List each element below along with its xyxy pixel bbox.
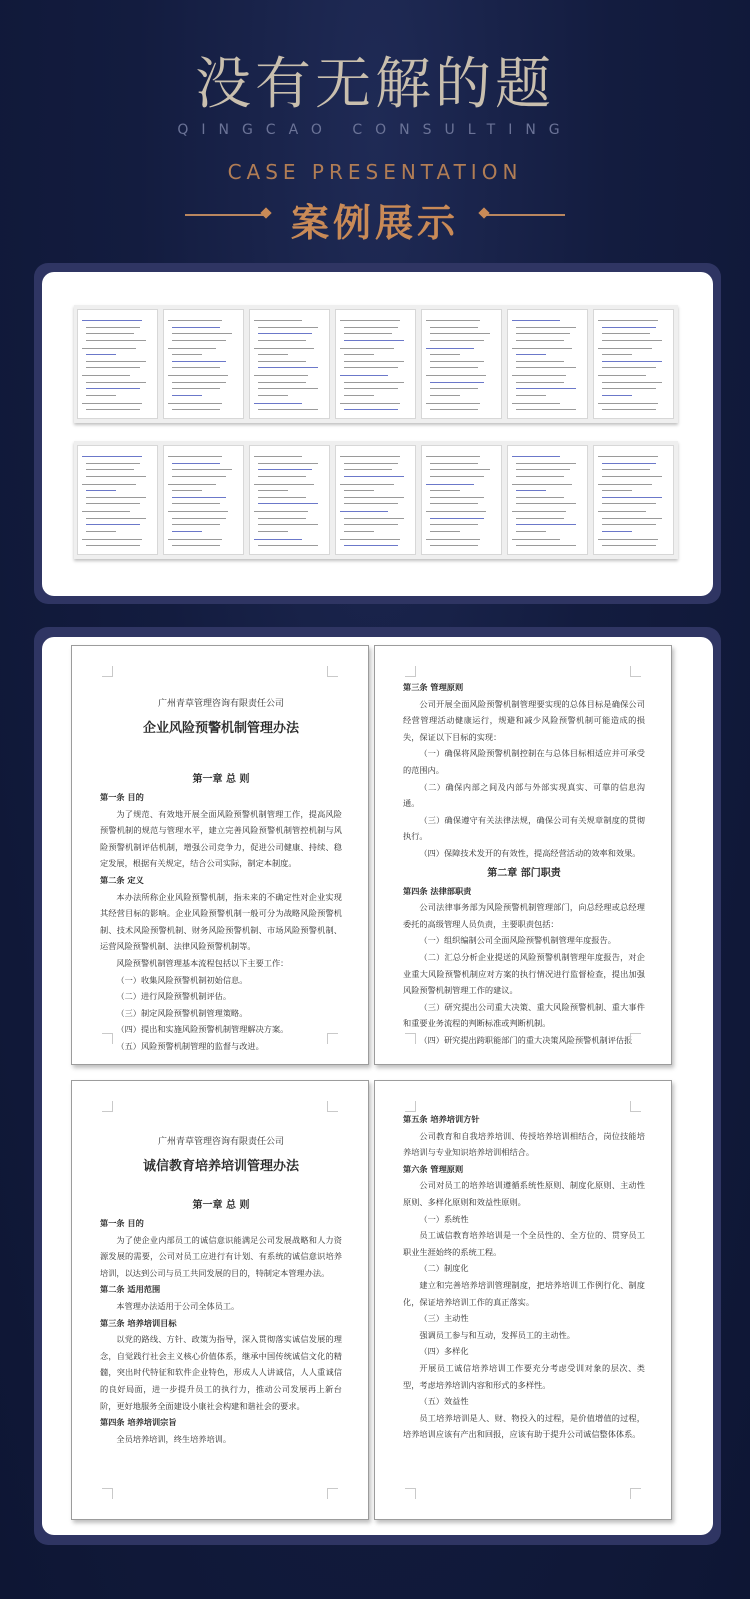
thumbnail-text-line	[258, 518, 306, 519]
thumbnail-text-line	[516, 367, 576, 368]
doc2-right-paragraph: 公司教育和自我培养培训、传授培养培训相结合，岗位技能培养培训与专业知识培养培训相结合。	[403, 1130, 645, 1158]
doc1-right-paragraph: 公司开展全面风险预警机制管理要实现的总体目标是确保公司经营管理活动健康运行，规避和减少风险预警机制可能造成的损失，保证以下目标的实现：	[403, 698, 645, 742]
page-corner-mark	[630, 1033, 641, 1044]
doc1-company: 广州青草管理咨询有限责任公司	[157, 699, 284, 709]
thumbnail-text-line	[82, 348, 136, 349]
doc2-page-2-content	[403, 1111, 645, 1443]
doc1-right-paragraph: （一）组织编制公司全面风险预警机制管理年度报告。	[419, 935, 616, 946]
thumbnail-text-line	[512, 348, 572, 349]
thumbnail-text-line	[172, 518, 226, 519]
thumbnail-text-line	[430, 409, 478, 410]
case-label-cn: 案例展示	[290, 201, 459, 245]
doc2-right-paragraph: 强调员工参与和互动，发挥员工的主动性。	[419, 1329, 575, 1340]
thumbnail-text-line	[344, 503, 398, 504]
thumbnail-text-line	[598, 456, 658, 457]
doc1-right-paragraph: （四）保障技术发开的有效性，提高经营活动的效率和效果。	[419, 847, 641, 858]
thumbnail-text-line	[344, 497, 404, 498]
document-thumbnail	[507, 445, 588, 555]
thumbnail-text-line	[512, 456, 560, 457]
thumbnail-text-line	[344, 340, 404, 341]
document-thumbnail	[163, 309, 244, 419]
thumbnail-text-line	[516, 463, 576, 464]
thumbnail-text-line	[258, 354, 288, 355]
thumbnail-text-line	[598, 348, 652, 349]
thumbnail-text-line	[516, 524, 576, 525]
doc1-page-1-content	[100, 696, 342, 1055]
doc2-page-1-content	[100, 1134, 342, 1447]
doc1-left-paragraph: （四）提出和实施风险预警机制管理解决方案。	[116, 1024, 289, 1035]
page-corner-mark	[102, 1033, 113, 1044]
thumbnail-text-line	[430, 524, 478, 525]
thumbnail-text-line	[516, 409, 576, 410]
thumbnail-text-line	[344, 469, 392, 470]
thumbnail-text-line	[82, 539, 142, 540]
thumbnail-text-line	[86, 409, 140, 410]
thumbnail-text-line	[340, 539, 400, 540]
thumbnail-text-line	[86, 469, 134, 470]
thumbnail-text-line	[86, 333, 134, 334]
case-label-en: CASE PRESENTATION	[227, 160, 523, 184]
thumbnail-text-line	[602, 518, 662, 519]
doc2-left-article-heading: 第三条 培养培训目标	[100, 1317, 177, 1328]
thumbnail-text-line	[340, 484, 394, 485]
thumbnail-text-line	[602, 354, 632, 355]
doc1-left-chapter-heading: 第一章 总 则	[192, 774, 250, 785]
doc1-left-paragraph: 为了规范、有效地开展全面风险预警机制管理工作，提高风险预警机制的规范与管理水平，建立完善风险预警机制管控机制与风险预警机制评估机制，增强公司竞争力，促进公司健康、持续、稳定发展，根据有关规定，结合公司实际，制定本制度。	[100, 808, 342, 869]
document-thumbnail	[77, 445, 158, 555]
thumbnail-strip-2	[74, 441, 678, 559]
page-corner-mark	[327, 1101, 338, 1112]
thumbnail-text-line	[430, 531, 460, 532]
thumbnail-text-line	[602, 545, 656, 546]
thumbnail-text-line	[172, 382, 226, 383]
thumbnail-text-line	[516, 354, 546, 355]
thumbnail-text-line	[172, 361, 226, 362]
thumbnail-text-line	[258, 367, 318, 368]
thumbnail-text-line	[344, 367, 398, 368]
thumbnail-text-line	[516, 327, 576, 328]
thumbnail-text-line	[82, 403, 142, 404]
thumbnail-text-line	[430, 327, 478, 328]
thumbnail-text-line	[344, 545, 398, 546]
thumbnail-text-line	[86, 545, 140, 546]
thumbnail-text-line	[340, 348, 394, 349]
thumbnail-text-line	[430, 497, 484, 498]
thumbnail-text-line	[172, 367, 220, 368]
thumbnail-text-line	[602, 340, 662, 341]
thumbnail-text-line	[168, 539, 222, 540]
thumbnail-text-line	[602, 490, 632, 491]
thumbnail-text-line	[344, 518, 404, 519]
thumbnail-text-line	[86, 361, 146, 362]
thumbnail-text-line	[602, 361, 662, 362]
thumbnail-text-line	[516, 545, 576, 546]
thumbnail-text-line	[86, 388, 140, 389]
thumbnail-text-line	[430, 463, 478, 464]
thumbnail-text-line	[598, 320, 658, 321]
doc2-left-article-heading: 第四条 培养培训宗旨	[100, 1417, 177, 1428]
thumbnail-text-line	[344, 476, 404, 477]
document-thumbnail	[249, 309, 330, 419]
thumbnail-text-line	[426, 375, 486, 376]
thumbnail-text-line	[254, 320, 302, 321]
doc1-right-article-heading: 第三条 管理原则	[403, 682, 464, 692]
thumbnail-text-line	[344, 361, 404, 362]
doc2-right-paragraph: （二）制度化	[419, 1263, 469, 1274]
thumbnail-text-line	[512, 403, 560, 404]
thumbnail-text-line	[344, 524, 398, 525]
page-corner-mark	[102, 1101, 113, 1112]
thumbnail-text-line	[426, 539, 480, 540]
page-corner-mark	[630, 1488, 641, 1499]
thumbnail-text-line	[254, 348, 314, 349]
thumbnail-text-line	[602, 409, 656, 410]
thumbnail-text-line	[86, 382, 146, 383]
thumbnail-text-line	[426, 320, 480, 321]
thumbnail-text-line	[344, 531, 374, 532]
thumbnail-text-line	[344, 463, 398, 464]
doc1-right-paragraph: （三）研究提出公司重大决策、重大风险预警机制、重大事件和重要业务流程的判断标准或判断机制。	[403, 1001, 645, 1029]
hero-title: 没有无解的题	[195, 52, 555, 117]
thumbnail-text-line	[516, 469, 570, 470]
thumbnail-text-line	[86, 531, 116, 532]
thumbnail-text-line	[258, 361, 306, 362]
doc1-left-paragraph: （二）进行风险预警机制评估。	[116, 991, 232, 1002]
doc1-right-paragraph: （二）汇总分析企业提送的风险预警机制管理年度报告，对企业重大风险预警机制应对方案的执行情况进行监督检查，提出加强风险预警机制管理工作的建议。	[403, 951, 645, 996]
thumbnail-text-line	[516, 503, 576, 504]
thumbnail-text-line	[86, 497, 146, 498]
document-thumbnail	[163, 445, 244, 555]
thumbnail-text-line	[172, 409, 220, 410]
thumbnail-text-line	[258, 531, 288, 532]
doc2-company: 广州青草管理咨询有限责任公司	[157, 1137, 284, 1147]
thumbnail-text-line	[602, 476, 662, 477]
thumbnail-text-line	[258, 524, 318, 525]
thumbnail-text-line	[86, 518, 146, 519]
thumbnail-text-line	[430, 382, 484, 383]
thumbnail-text-line	[344, 395, 374, 396]
thumbnail-text-line	[168, 403, 222, 404]
thumbnail-text-line	[598, 375, 646, 376]
document-thumbnail	[335, 445, 416, 555]
thumbnail-text-line	[430, 340, 484, 341]
thumbnail-text-line	[258, 395, 288, 396]
thumbnail-text-line	[430, 490, 460, 491]
thumbnail-text-line	[598, 539, 658, 540]
doc2-page-2	[374, 1080, 672, 1520]
page-corner-mark	[102, 666, 113, 677]
thumbnail-text-line	[172, 354, 202, 355]
thumbnail-text-line	[168, 511, 228, 512]
thumbnail-text-line	[426, 484, 474, 485]
doc1-title: 企业风险预警机制管理办法	[142, 721, 299, 736]
thumbnail-text-line	[172, 395, 202, 396]
thumbnail-text-line	[82, 511, 130, 512]
thumbnail-text-line	[172, 388, 220, 389]
thumbnail-text-line	[512, 539, 560, 540]
thumbnail-text-line	[82, 320, 142, 321]
doc2-right-paragraph: （三）主动性	[419, 1313, 469, 1324]
thumbnail-text-line	[430, 388, 478, 389]
thumbnail-text-line	[516, 388, 576, 389]
thumbnail-text-line	[172, 490, 202, 491]
thumbnail-text-line	[430, 545, 478, 546]
thumbnail-text-line	[512, 484, 572, 485]
left-divider-line	[185, 214, 265, 216]
thumbnail-text-line	[598, 511, 646, 512]
thumbnail-text-line	[82, 484, 136, 485]
thumbnail-text-line	[516, 531, 546, 532]
thumbnail-text-line	[602, 382, 662, 383]
thumbnail-text-line	[430, 354, 460, 355]
thumbnail-text-line	[168, 456, 222, 457]
thumbnail-text-line	[512, 511, 566, 512]
doc2-right-article-heading: 第五条 培养培训方针	[403, 1114, 480, 1124]
doc1-page-2-content	[403, 679, 645, 1048]
thumbnail-text-line	[344, 382, 404, 383]
thumbnail-text-line	[340, 403, 400, 404]
document-thumbnail	[421, 309, 502, 419]
page-corner-mark	[630, 666, 641, 677]
doc1-left-article-heading: 第一条 目的	[100, 792, 144, 802]
thumbnail-text-line	[430, 518, 484, 519]
page-corner-mark	[102, 1488, 113, 1499]
thumbnail-text-line	[86, 503, 140, 504]
thumbnail-text-line	[258, 497, 306, 498]
thumbnail-text-line	[516, 395, 546, 396]
doc1-right-article-heading: 第四条 法律部职责	[403, 885, 472, 896]
thumbnail-text-line	[258, 382, 306, 383]
thumbnail-text-line	[254, 403, 302, 404]
doc2-right-paragraph: 公司对员工的培养培训遵循系统性原则、制度化原则、主动性原则、多样化原则和效益性原则。	[403, 1180, 645, 1207]
page-corner-mark	[327, 1488, 338, 1499]
thumbnail-text-line	[430, 476, 484, 477]
doc1-right-chapter-heading: 第二章 部门职责	[487, 867, 561, 879]
thumbnail-text-line	[258, 463, 318, 464]
doc2-right-paragraph: 员工培养培训是人、财、物投入的过程，是价值增值的过程，培养培训应该有产出和回报，应该有助于提升公司诚信整体体系。	[403, 1412, 645, 1440]
page-corner-mark	[327, 1033, 338, 1044]
doc2-left-paragraph: 以党的路线、方针、政策为指导，深入贯彻落实诚信发展的理念，自觉践行社会主义核心价值体系，继承中国传统诚信文化的精髓，突出时代特征和软件企业特色，形成人人讲诚信，人人重诚信的良好局面，进一步提升员工的执行力，推动公司发展再上新台阶，更好地服务全面建设小康社会构建和谐社会的要求。	[100, 1334, 342, 1411]
thumbnail-text-line	[86, 327, 140, 328]
thumbnail-text-line	[602, 327, 656, 328]
page-corner-mark	[405, 1033, 416, 1044]
doc2-left-article-heading: 第二条 适用范围	[100, 1284, 161, 1295]
thumbnail-text-line	[258, 545, 318, 546]
document-thumbnail	[335, 309, 416, 419]
thumbnail-text-line	[430, 395, 460, 396]
doc2-right-article-heading: 第六条 管理原则	[403, 1163, 464, 1174]
thumbnail-text-line	[512, 320, 560, 321]
thumbnail-text-line	[168, 348, 216, 349]
doc2-left-paragraph: 全员培养培训，终生培养培训。	[116, 1433, 232, 1444]
thumbnail-text-line	[430, 469, 490, 470]
thumbnail-text-line	[258, 490, 288, 491]
thumbnail-text-line	[172, 463, 220, 464]
doc2-left-article-heading: 第一条 目的	[100, 1218, 144, 1228]
thumbnail-text-line	[172, 503, 220, 504]
thumbnail-text-line	[172, 476, 226, 477]
doc1-right-paragraph: （三）确保遵守有关法律法规，确保公司有关规章制度的贯彻执行。	[403, 814, 645, 842]
thumbnail-text-line	[258, 340, 306, 341]
doc2-title: 诚信教育培养培训管理办法	[142, 1159, 299, 1174]
thumbnail-text-line	[172, 469, 232, 470]
thumbnail-text-line	[172, 327, 220, 328]
doc2-left-paragraph: 本管理办法适用于公司全体员工。	[116, 1300, 240, 1311]
thumbnail-text-line	[602, 503, 656, 504]
thumbnail-text-line	[340, 375, 388, 376]
thumbnail-text-line	[516, 382, 564, 383]
thumbnail-text-line	[254, 484, 314, 485]
page-corner-mark	[405, 666, 416, 677]
thumbnail-text-line	[426, 403, 480, 404]
document-thumbnail	[77, 309, 158, 419]
doc1-left-article-heading: 第二条 定义	[100, 874, 144, 885]
thumbnail-text-line	[602, 388, 656, 389]
thumbnail-text-line	[340, 456, 400, 457]
thumbnail-text-line	[426, 348, 474, 349]
doc1-right-paragraph: （一）确保将风险预警机制控制在与总体目标相适应并可承受的范围内。	[403, 748, 645, 775]
doc2-right-paragraph: （一）系统性	[419, 1213, 469, 1224]
thumbnail-text-line	[602, 531, 632, 532]
thumbnail-text-line	[258, 476, 306, 477]
document-thumbnail	[507, 309, 588, 419]
thumbnail-text-line	[86, 524, 140, 525]
thumbnail-text-line	[254, 456, 302, 457]
thumbnail-text-line	[172, 524, 220, 525]
doc2-left-paragraph: 为了使企业内部员工的诚信意识能满足公司发展战略和人力资源发展的需要，公司对员工应进行有计划、有系统的诚信意识培养培训，以达到公司与员工共同发展的目的，特制定本管理办法。	[100, 1234, 342, 1278]
thumbnail-text-line	[602, 463, 656, 464]
doc2-right-paragraph: 开展员工诚信培养培训工作要充分考虑受训对象的层次、类型，考虑培养培训内容和形式的多样性。	[403, 1362, 645, 1390]
doc2-right-paragraph: 员工诚信教育培养培训是一个全员性的、全方位的、贯穿员工职业生涯始终的系统工程。	[403, 1230, 645, 1257]
page-corner-mark	[405, 1101, 416, 1112]
thumbnail-text-line	[254, 375, 308, 376]
thumbnail-text-line	[344, 409, 398, 410]
doc1-page-1	[71, 645, 369, 1065]
doc2-left-chapter-heading: 第一章 总 则	[192, 1200, 250, 1211]
thumbnail-text-line	[82, 375, 130, 376]
thumbnail-text-line	[82, 456, 142, 457]
thumbnail-text-line	[516, 361, 564, 362]
thumbnail-text-line	[516, 476, 564, 477]
thumbnail-text-line	[258, 333, 312, 334]
page-corner-mark	[405, 1488, 416, 1499]
thumbnail-text-line	[344, 333, 392, 334]
doc1-left-paragraph: （三）制定风险预警机制管理策略。	[116, 1007, 248, 1018]
thumbnail-text-line	[426, 456, 480, 457]
document-thumbnail	[593, 309, 674, 419]
thumbnail-text-line	[602, 469, 650, 470]
thumbnail-text-line	[598, 403, 658, 404]
thumbnail-text-line	[602, 497, 662, 498]
hero-header	[0, 0, 750, 260]
thumbnail-text-line	[516, 333, 570, 334]
thumbnail-text-line	[258, 388, 318, 389]
document-thumbnail	[421, 445, 502, 555]
document-thumbnail	[593, 445, 674, 555]
doc1-left-paragraph: （五）风险预警机制管理的监督与改进。	[116, 1040, 264, 1051]
thumbnail-text-line	[430, 367, 478, 368]
thumbnail-text-line	[602, 524, 656, 525]
thumbnail-text-line	[86, 463, 140, 464]
thumbnail-text-line	[258, 327, 318, 328]
thumbnail-text-line	[172, 531, 202, 532]
hero-subtitle-en: QINGCAO CONSULTING	[177, 122, 573, 138]
thumbnail-text-line	[516, 497, 564, 498]
thumbnail-text-line	[258, 409, 318, 410]
thumbnail-strip-1	[74, 305, 678, 423]
thumbnail-text-line	[430, 503, 478, 504]
right-divider-line	[485, 214, 565, 216]
thumbnail-text-line	[344, 388, 398, 389]
thumbnail-text-line	[168, 320, 222, 321]
thumbnail-text-line	[516, 340, 564, 341]
doc1-left-paragraph: 风险预警机制管理基本流程包括以下主要工作：	[116, 957, 289, 968]
thumbnail-text-line	[340, 320, 400, 321]
thumbnail-text-line	[172, 545, 220, 546]
page-corner-mark	[327, 666, 338, 677]
thumbnail-text-line	[602, 367, 656, 368]
doc1-right-paragraph: （四）研究提出跨职能部门的重大决策风险预警机制评估报	[419, 1034, 633, 1045]
thumbnail-text-line	[86, 367, 140, 368]
doc2-page-1	[71, 1080, 369, 1520]
thumbnail-text-line	[86, 476, 146, 477]
doc1-left-paragraph: 本办法所称企业风险预警机制，指未来的不确定性对企业实现其经营目标的影响。企业风险预警机制一般可分为战略风险预警机制、技术风险预警机制、财务风险预警机制、市场风险预警机制、运营风险预警机制、法律风险预警机制等。	[100, 891, 342, 952]
thumbnail-text-line	[86, 354, 116, 355]
thumbnail-text-line	[344, 354, 374, 355]
thumbnail-text-line	[86, 490, 116, 491]
thumbnail-text-line	[254, 511, 308, 512]
thumbnail-text-line	[172, 333, 232, 334]
thumbnail-text-line	[430, 361, 484, 362]
thumbnail-text-line	[86, 395, 116, 396]
thumbnail-text-line	[516, 490, 546, 491]
thumbnail-text-line	[602, 395, 632, 396]
thumbnail-text-line	[172, 497, 226, 498]
doc1-page-2	[374, 645, 672, 1065]
doc1-right-paragraph: 公司法律事务部为风险预警机制管理部门，向总经理或总经理委托的高级管理人员负责，主要职责包括：	[403, 902, 645, 929]
thumbnail-text-line	[172, 340, 226, 341]
thumbnail-text-line	[344, 327, 398, 328]
thumbnail-text-line	[254, 539, 302, 540]
doc2-right-paragraph: （四）多样化	[419, 1346, 469, 1357]
thumbnail-text-line	[168, 375, 228, 376]
thumbnail-text-line	[426, 511, 486, 512]
doc2-right-paragraph: 建立和完善培养培训管理制度，把培养培训工作例行化、制度化，保证培养培训工作的真正落实。	[403, 1279, 645, 1307]
doc1-left-paragraph: （一）收集风险预警机制初始信息。	[116, 974, 248, 985]
thumbnail-text-line	[430, 333, 490, 334]
thumbnail-text-line	[602, 333, 650, 334]
thumbnail-text-line	[344, 490, 374, 491]
doc2-right-paragraph: （五）效益性	[419, 1396, 469, 1407]
doc1-right-paragraph: （二）确保内部之间及内部与外部实现真实、可靠的信息沟通。	[403, 781, 645, 809]
thumbnail-text-line	[598, 484, 652, 485]
thumbnail-text-line	[258, 469, 312, 470]
thumbnail-text-line	[512, 375, 566, 376]
document-thumbnail	[249, 445, 330, 555]
page-corner-mark	[630, 1101, 641, 1112]
thumbnail-text-line	[168, 484, 216, 485]
thumbnail-text-line	[516, 518, 564, 519]
thumbnail-text-line	[86, 340, 146, 341]
thumbnail-text-line	[340, 511, 388, 512]
thumbnail-text-line	[258, 503, 318, 504]
